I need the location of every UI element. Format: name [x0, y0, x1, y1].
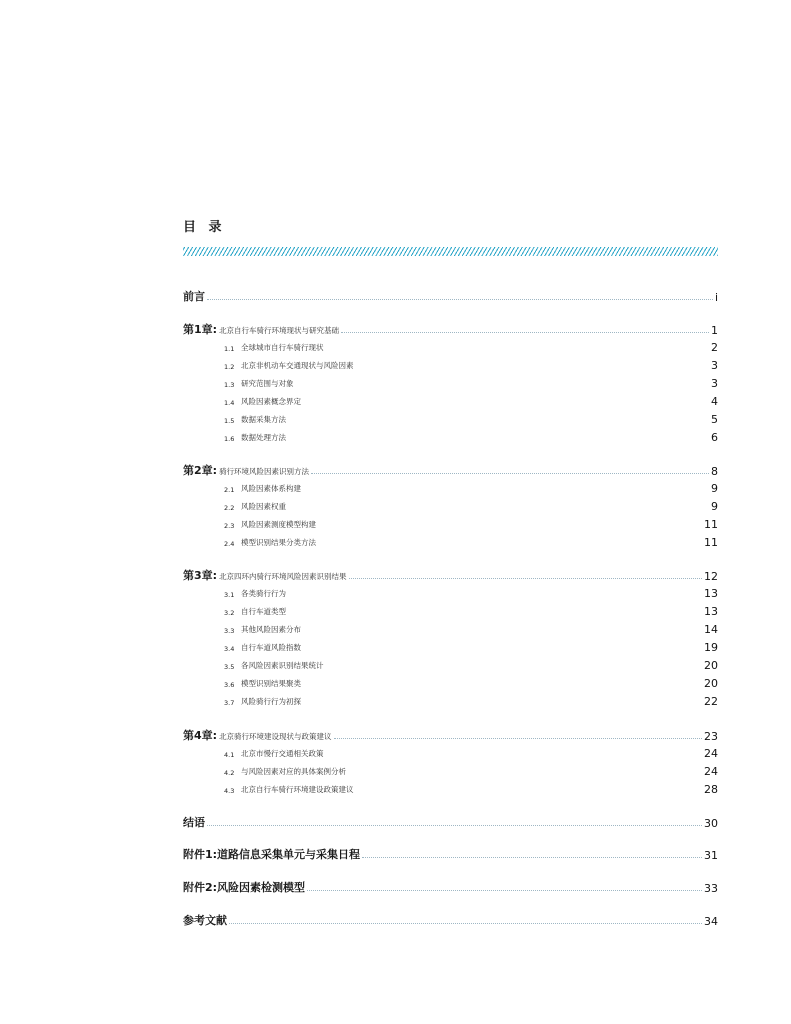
- section-number: 3.3: [224, 627, 235, 635]
- dotted-leader: [207, 825, 702, 826]
- page-number: 24: [704, 747, 718, 760]
- toc-entry-label: 附件1:道路信息采集单元与采集日程: [183, 848, 361, 861]
- toc-entry-references[interactable]: [183, 912, 718, 928]
- page-number: 20: [704, 659, 718, 672]
- section-title: 风险因素权重: [241, 502, 286, 511]
- section-title: 风险骑行行为初探: [241, 697, 301, 706]
- chapter-prefix: 第3章:: [183, 569, 218, 582]
- chapter-title: 北京自行车骑行环境现状与研究基础: [219, 326, 340, 335]
- toc-chapter-2[interactable]: [183, 462, 718, 478]
- page-number: 30: [704, 817, 718, 830]
- section-number: 3.4: [224, 645, 235, 653]
- section-title: 自行车道类型: [241, 607, 286, 616]
- toc-entry-label: 附件2:风险因素检测模型: [183, 881, 306, 894]
- page-number: 20: [704, 677, 718, 690]
- page-number: 3: [711, 359, 718, 372]
- section-title: 各风险因素识别结果统计: [241, 661, 324, 670]
- page-number: 9: [711, 482, 718, 495]
- chapter-title: 骑行环境风险因素识别方法: [219, 467, 310, 476]
- section-title: 风险因素概念界定: [241, 397, 301, 406]
- page-number: 23: [704, 730, 718, 743]
- chapter-prefix: 第4章:: [183, 729, 218, 742]
- page-number: 13: [704, 587, 718, 600]
- page-number: 2: [711, 341, 718, 354]
- page-number: i: [714, 291, 718, 304]
- toc-section[interactable]: [224, 640, 718, 654]
- page-number: 11: [704, 518, 718, 531]
- page-number: 6: [711, 431, 718, 444]
- page-number: 13: [704, 605, 718, 618]
- dotted-leader: [349, 578, 702, 579]
- chapter-title: 北京四环内骑行环境风险因素识别结果: [219, 572, 347, 581]
- section-title: 数据采集方法: [241, 415, 286, 424]
- toc-section[interactable]: [224, 394, 718, 408]
- decorative-stripe: [183, 247, 718, 256]
- toc-section[interactable]: [224, 481, 718, 495]
- section-title: 北京自行车骑行环境建设政策建议: [241, 785, 354, 794]
- page-number: 1: [711, 324, 718, 337]
- section-number: 2.1: [224, 486, 235, 494]
- toc-entry-label: 参考文献: [183, 914, 227, 927]
- toc-chapter-1[interactable]: [183, 321, 718, 337]
- toc-section[interactable]: [224, 782, 718, 796]
- section-title: 风险因素测度模型构建: [241, 520, 316, 529]
- section-title: 风险因素体系构建: [241, 484, 301, 493]
- toc-entry-label: 前言: [183, 290, 205, 303]
- section-number: 3.2: [224, 609, 235, 617]
- toc-chapter-3[interactable]: [183, 567, 718, 583]
- section-number: 3.5: [224, 663, 235, 671]
- toc-entry-preface[interactable]: [183, 288, 718, 304]
- section-title: 其他风险因素分布: [241, 625, 301, 634]
- toc-section[interactable]: [224, 586, 718, 600]
- toc-section[interactable]: [224, 694, 718, 708]
- section-number: 1.2: [224, 363, 235, 371]
- section-title: 各类骑行行为: [241, 589, 286, 598]
- page-number: 14: [704, 623, 718, 636]
- toc-section[interactable]: [224, 764, 718, 778]
- page-number: 24: [704, 765, 718, 778]
- section-title: 北京市慢行交通相关政策: [241, 749, 324, 758]
- page-number: 33: [704, 882, 718, 895]
- toc-section[interactable]: [224, 622, 718, 636]
- toc-entry-label: 结语: [183, 816, 205, 829]
- toc-entry-appendix-2[interactable]: [183, 879, 718, 895]
- toc-section[interactable]: [224, 430, 718, 444]
- dotted-leader: [307, 890, 702, 891]
- chapter-prefix: 第1章:: [183, 323, 218, 336]
- page-number: 34: [704, 915, 718, 928]
- dotted-leader: [207, 299, 713, 300]
- section-title: 模型识别结果聚类: [241, 679, 301, 688]
- toc-section[interactable]: [224, 376, 718, 390]
- toc-entry-conclusion[interactable]: [183, 814, 718, 830]
- toc-section[interactable]: [224, 658, 718, 672]
- page-number: 31: [704, 849, 718, 862]
- section-title: 数据处理方法: [241, 433, 286, 442]
- dotted-leader: [311, 473, 709, 474]
- toc-section[interactable]: [224, 412, 718, 426]
- toc-chapter-4[interactable]: [183, 727, 718, 743]
- chapter-prefix: 第2章:: [183, 464, 218, 477]
- dotted-leader: [362, 857, 702, 858]
- section-number: 1.1: [224, 345, 235, 353]
- page-number: 4: [711, 395, 718, 408]
- toc-section[interactable]: [224, 746, 718, 760]
- section-number: 2.4: [224, 540, 235, 548]
- section-title: 北京非机动车交通现状与风险因素: [241, 361, 354, 370]
- toc-section[interactable]: [224, 358, 718, 372]
- section-title: 自行车道风险指数: [241, 643, 301, 652]
- section-number: 3.7: [224, 699, 235, 707]
- page-number: 12: [704, 570, 718, 583]
- page-number: 3: [711, 377, 718, 390]
- toc-entry-appendix-1[interactable]: [183, 846, 718, 862]
- section-number: 1.6: [224, 435, 235, 443]
- page-number: 22: [704, 695, 718, 708]
- toc-section[interactable]: [224, 340, 718, 354]
- section-title: 模型识别结果分类方法: [241, 538, 316, 547]
- toc-section[interactable]: [224, 517, 718, 531]
- page-number: 9: [711, 500, 718, 513]
- section-number: 1.4: [224, 399, 235, 407]
- page-number: 19: [704, 641, 718, 654]
- toc-title: 目 录: [183, 220, 226, 235]
- page-number: 11: [704, 536, 718, 549]
- chapter-title: 北京骑行环境建设现状与政策建议: [219, 732, 332, 741]
- page-number: 5: [711, 413, 718, 426]
- section-title: 与风险因素对应的具体案例分析: [241, 767, 346, 776]
- section-number: 3.1: [224, 591, 235, 599]
- toc-section[interactable]: [224, 604, 718, 618]
- section-number: 3.6: [224, 681, 235, 689]
- section-number: 4.3: [224, 787, 235, 795]
- section-number: 4.1: [224, 751, 235, 759]
- dotted-leader: [229, 923, 702, 924]
- page-number: 8: [711, 465, 718, 478]
- section-number: 2.3: [224, 522, 235, 530]
- dotted-leader: [341, 332, 709, 333]
- page-number: 28: [704, 783, 718, 796]
- section-number: 4.2: [224, 769, 235, 777]
- toc-section[interactable]: [224, 676, 718, 690]
- section-title: 全球城市自行车骑行现状: [241, 343, 324, 352]
- section-title: 研究范围与对象: [241, 379, 294, 388]
- dotted-leader: [334, 738, 702, 739]
- toc-section[interactable]: [224, 499, 718, 513]
- section-number: 2.2: [224, 504, 235, 512]
- toc-section[interactable]: [224, 535, 718, 549]
- section-number: 1.3: [224, 381, 235, 389]
- section-number: 1.5: [224, 417, 235, 425]
